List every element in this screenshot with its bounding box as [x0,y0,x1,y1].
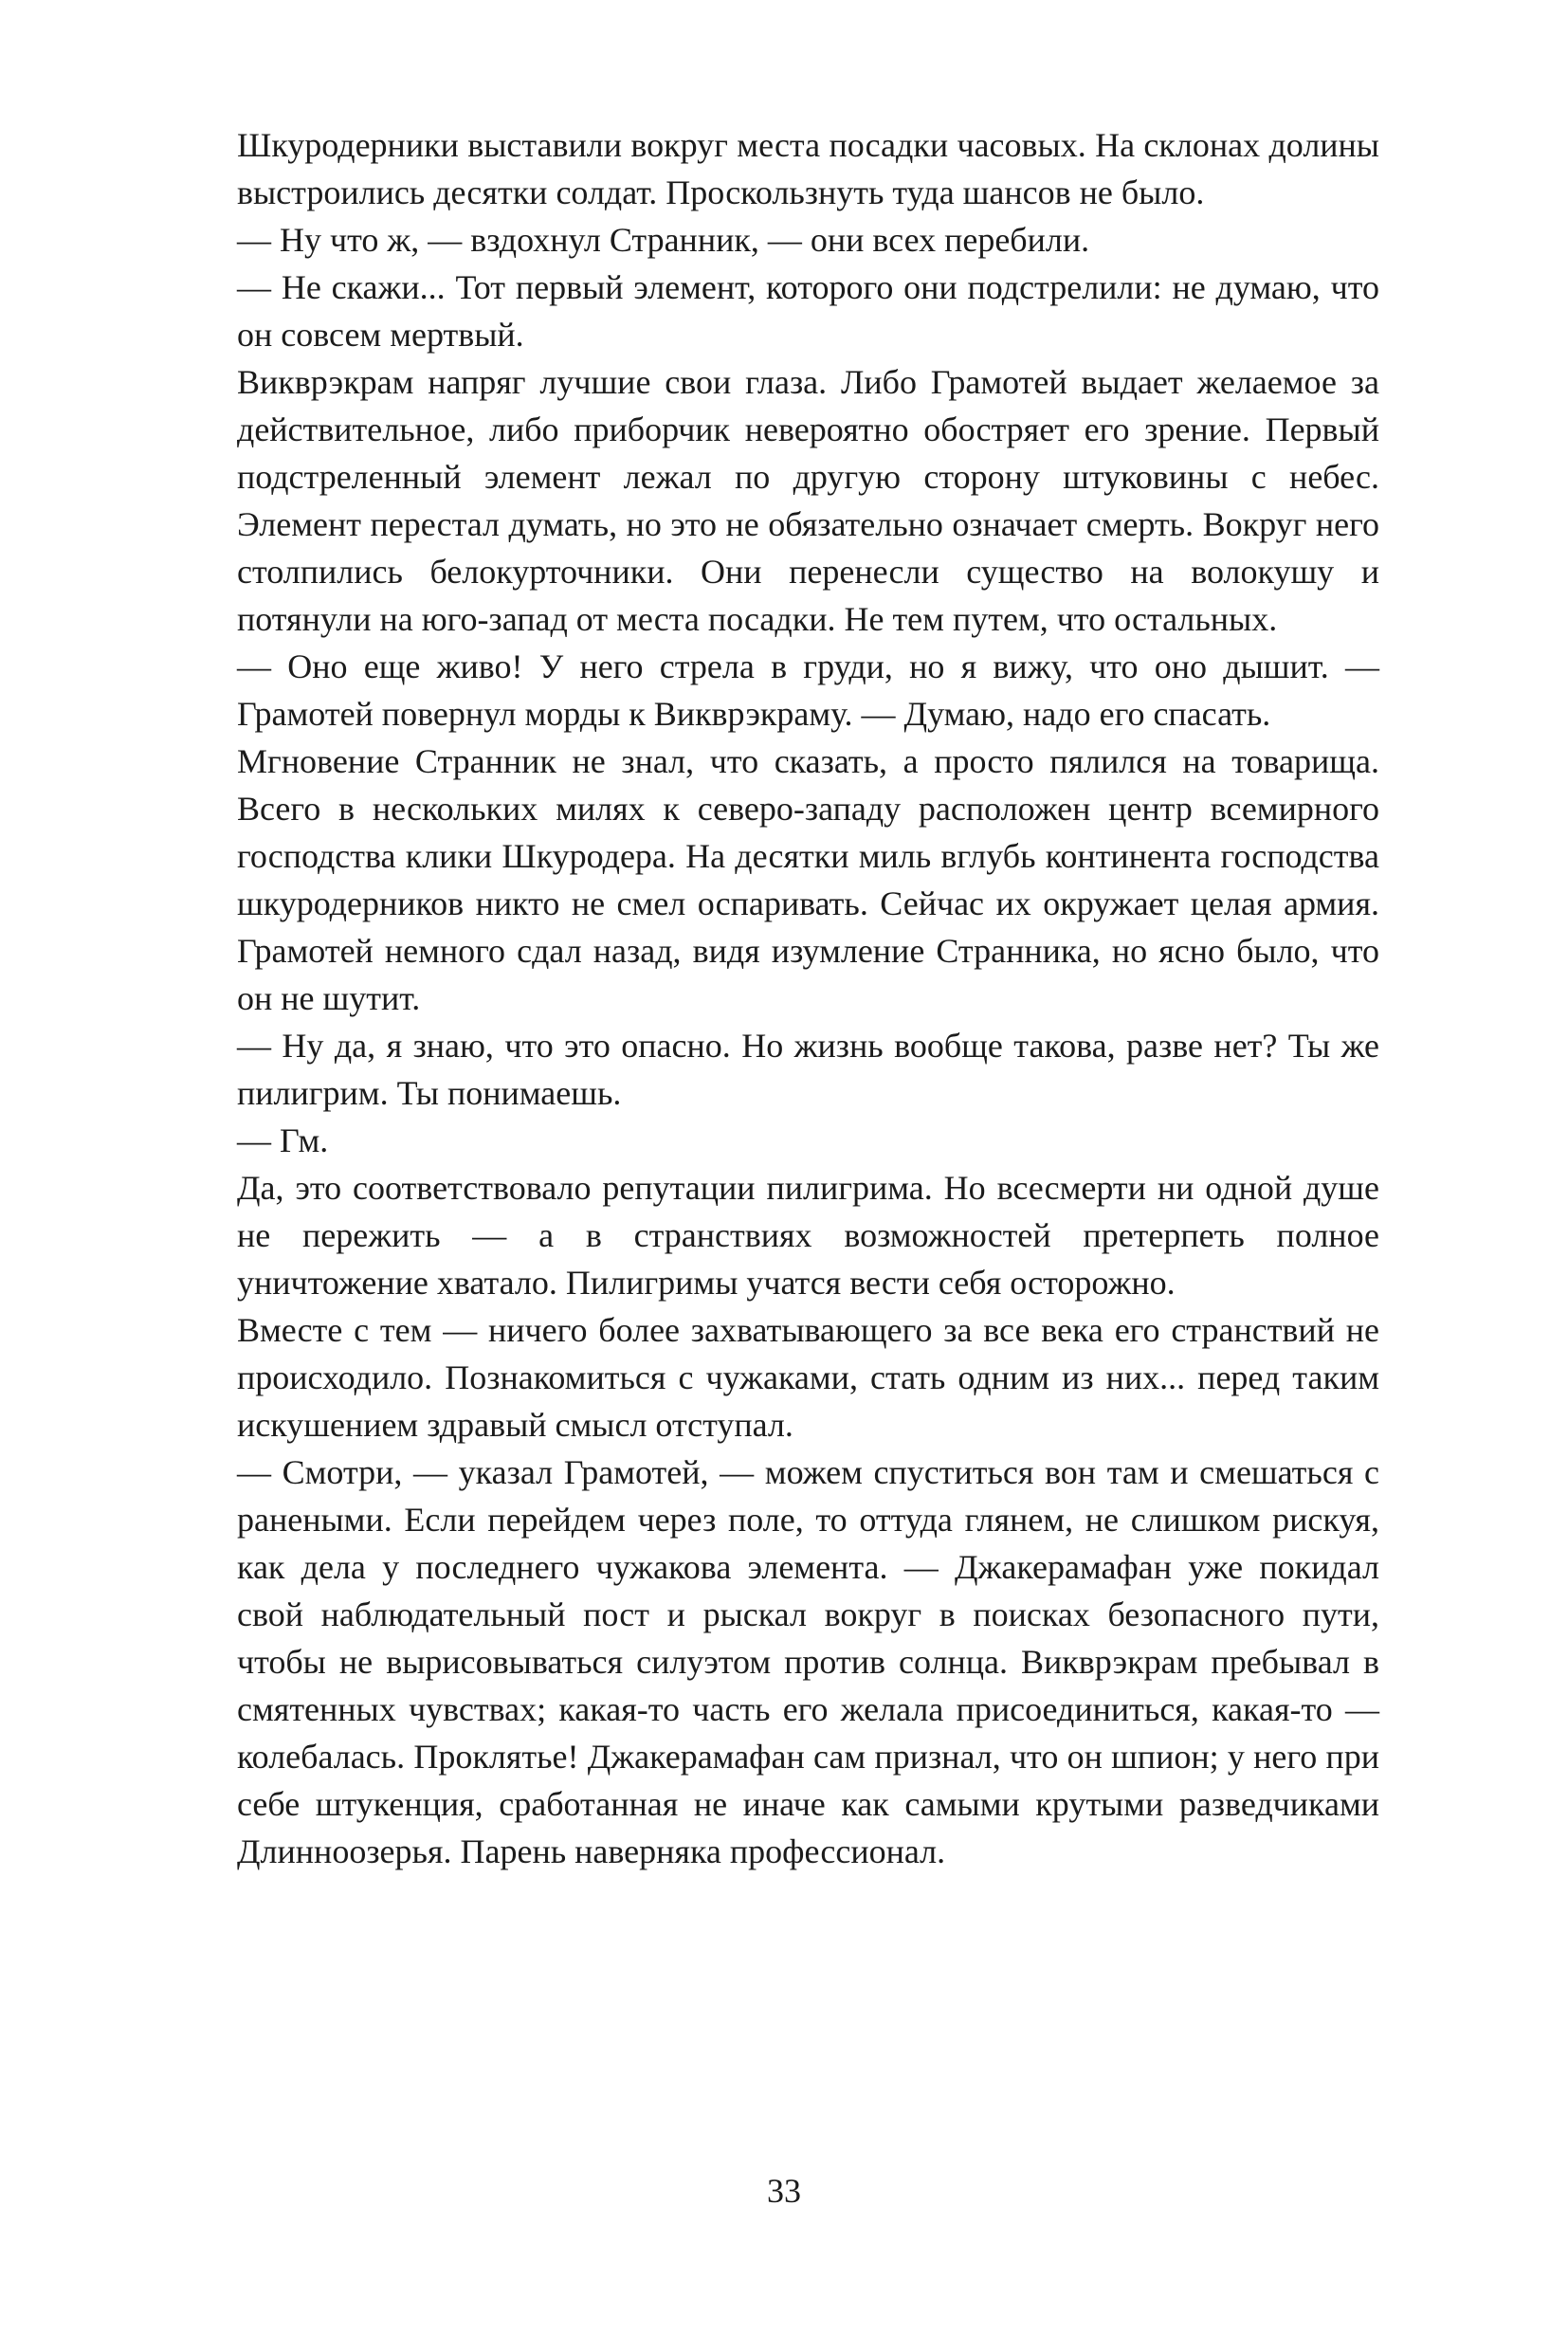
page-number: 33 [767,2172,801,2210]
paragraph: — Смотри, — указал Грамотей, — можем спуститься вон там и смешаться с ранеными. Если перейдем через поле, то оттуда глянем, не слишком рискуя, как дела у последнего чужакова элемента. — Джакерамафан уже покидал свой наблюдательный пост и рыскал вокруг в поисках безопасного пути, чтобы не вырисовываться силуэтом против солнца. Викврэкрам пребывал в смятенных чувствах; какая-то часть его желала присоединиться, какая-то — колебалась. Проклятье! Джакерамафан сам признал, что он шпион; у него при себе штукенция, сработанная не иначе как самыми крутыми разведчиками Длинноозерья. Парень наверняка профессионал. [237,1453,1379,1870]
paragraph: Вместе с тем — ничего более захватывающего за все века его странствий не происходило. Познакомиться с чужаками, стать одним из них... перед таким искушением здравый смысл отступал. [237,1311,1379,1444]
paragraph: Мгновение Странник не знал, что сказать, а просто пялился на товарища. Всего в нескольких милях к северо-западу расположен центр всемирного господства клики Шкуродера. На десятки миль вглубь континента господства шкуродерников никто не смел оспаривать. Сейчас их окружает целая армия. Грамотей немного сдал назад, видя изумление Странника, но ясно было, что он не шутит. [237,742,1379,1017]
paragraph: — Ну да, я знаю, что это опасно. Но жизнь вообще такова, разве нет? Ты же пилигрим. Ты понимаешь. [237,1027,1379,1112]
paragraph: Шкуродерники выставили вокруг места посадки часовых. На склонах долины выстроились десятки солдат. Проскользнуть туда шансов не было. [237,126,1379,211]
paragraph: Викврэкрам напряг лучшие свои глаза. Либо Грамотей выдает желаемое за действительное, либо приборчик невероятно обостряет его зрение. Первый подстреленный элемент лежал по другую сторону штуковины с небес. Элемент перестал думать, но это не обязательно означает смерть. Вокруг него столпились белокурточники. Они перенесли существо на волокушу и потянули на юго-запад от места посадки. Не тем путем, что остальных. [237,363,1379,638]
paragraph: — Гм. [237,1121,329,1159]
paragraph: — Не скажи... Тот первый элемент, которого они подстрелили: не думаю, что он совсем мертвый. [237,268,1379,354]
paragraph: Да, это соответствовало репутации пилигрима. Но всесмерти ни одной душе не пережить — а в странствиях возможностей претерпеть полное уничтожение хватало. Пилигримы учатся вести себя осторожно. [237,1169,1379,1302]
body-text [237,121,1379,1875]
paragraph: — Оно еще живо! У него стрела в груди, но я вижу, что оно дышит. — Грамотей повернул морды к Викврэкраму. — Думаю, надо его спасать. [237,647,1379,733]
paragraph: — Ну что ж, — вздохнул Странник, — они всех перебили. [237,221,1090,259]
